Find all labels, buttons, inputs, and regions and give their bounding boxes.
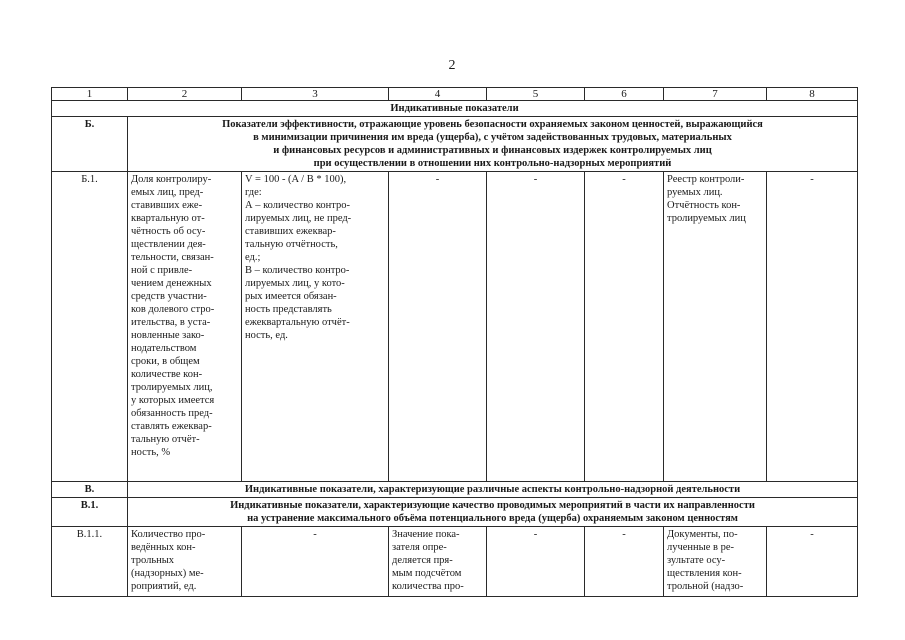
text-line: ед.;: [245, 252, 261, 263]
text-line: Значение пока-: [392, 529, 460, 540]
text-line: зультате осу-: [667, 555, 726, 566]
cell-col6: -: [585, 527, 664, 597]
text-line: ной с привле-: [131, 265, 193, 276]
cell-col5: -: [487, 172, 585, 482]
text-line: руемых лиц.: [667, 187, 723, 198]
text-line: А – количество контро-: [245, 200, 350, 211]
section-v1-row: [52, 498, 858, 527]
text-line: Документы, по-: [667, 529, 738, 540]
section-b-row: [52, 117, 858, 172]
cell-col5: -: [487, 527, 585, 597]
text-line: ительства, в уста-: [131, 317, 211, 328]
section-title-row: [52, 101, 858, 117]
section-code: В.1.: [52, 498, 128, 527]
text-line: новленные зако-: [131, 330, 205, 341]
text-line: рых имеется обязан-: [245, 291, 337, 302]
text-line: чётность об осу-: [131, 226, 206, 237]
indicator-code: Б.1.: [52, 172, 128, 482]
text-line: Доля контролиру-: [131, 174, 212, 185]
text-line: лируемых лиц, у кото-: [245, 278, 345, 289]
indicator-row-b1: [52, 172, 858, 482]
section-heading: Индикативные показатели, характеризующие различные аспекты контрольно-надзорной деятельности: [128, 482, 858, 498]
indicator-source: [664, 172, 767, 482]
text-line: (надзорных) ме-: [131, 568, 204, 579]
page-number: 2: [448, 58, 456, 73]
text-line: роприятий, ед.: [131, 581, 197, 592]
heading-line: Индикативные показатели, характеризующие качество проводимых мероприятий в части их направленности: [230, 500, 755, 511]
text-line: деляется пря-: [392, 555, 453, 566]
text-line: V = 100 - (A / B * 100),: [245, 174, 347, 185]
text-line: трольных: [131, 555, 175, 566]
indicator-source: [664, 527, 767, 597]
text-line: ность, %: [131, 447, 171, 458]
cell-col8: -: [767, 527, 858, 597]
text-line: Отчётность кон-: [667, 200, 741, 211]
text-line: тролируемых лиц: [667, 213, 746, 224]
heading-line: и финансовых ресурсов и административных и финансовых издержек контролируемых лиц: [273, 145, 712, 156]
indicators-table: [51, 87, 858, 597]
text-line: ность представлять: [245, 304, 332, 315]
text-line: лируемых лиц, не пред-: [245, 213, 352, 224]
text-line: лученные в ре-: [667, 542, 734, 553]
section-title: Индикативные показатели: [52, 101, 858, 117]
text-line: тролируемых лиц,: [131, 382, 213, 393]
text-line: Реестр контроли-: [667, 174, 745, 185]
heading-line: при осуществлении в отношении них контрольно-надзорных мероприятий: [313, 158, 672, 169]
column-number: 2: [128, 88, 242, 101]
text-line: чением денежных: [131, 278, 212, 289]
section-heading: [128, 117, 858, 172]
text-line: трольной (надзо-: [667, 581, 744, 592]
column-number: 4: [389, 88, 487, 101]
indicator-name: [128, 527, 242, 597]
text-line: Количество про-: [131, 529, 206, 540]
text-line: количества про-: [392, 581, 464, 592]
heading-line: на устранение максимального объёма потенциального вреда (ущерба) охраняемым законом ценностям: [247, 513, 738, 524]
section-heading: [128, 498, 858, 527]
text-line: средств участни-: [131, 291, 207, 302]
text-line: ществлении дея-: [131, 239, 206, 250]
text-line: зателя опре-: [392, 542, 447, 553]
indicator-code: В.1.1.: [52, 527, 128, 597]
section-code: В.: [52, 482, 128, 498]
column-number: 8: [767, 88, 858, 101]
text-line: мым подсчётом: [392, 568, 462, 579]
text-line: тальную отчётность,: [245, 239, 338, 250]
indicator-name: [128, 172, 242, 482]
column-number: 5: [487, 88, 585, 101]
column-number-row: [52, 88, 858, 101]
text-line: у которых имеется: [131, 395, 215, 406]
text-line: количестве кон-: [131, 369, 203, 380]
text-line: нодательством: [131, 343, 197, 354]
section-v-row: [52, 482, 858, 498]
indicator-method: [389, 527, 487, 597]
heading-line: в минимизации причинения им вреда (ущерба), с учётом задействованных трудовых, материальных: [253, 132, 732, 143]
cell-col6: -: [585, 172, 664, 482]
text-line: обязанность пред-: [131, 408, 213, 419]
text-line: сроки, в общем: [131, 356, 200, 367]
cell-col8: -: [767, 172, 858, 482]
indicator-row-v11: [52, 527, 858, 597]
text-line: ставлять ежеквар-: [131, 421, 212, 432]
indicator-formula: [242, 172, 389, 482]
column-number: 7: [664, 88, 767, 101]
text-line: ществления кон-: [667, 568, 742, 579]
heading-line: Показатели эффективности, отражающие уровень безопасности охраняемых законом ценностей, выражающийся: [222, 119, 763, 130]
text-line: ность, ед.: [245, 330, 288, 341]
text-line: ведённых кон-: [131, 542, 196, 553]
cell-col4: -: [389, 172, 487, 482]
column-number: 1: [52, 88, 128, 101]
text-line: ков долевого стро-: [131, 304, 215, 315]
column-number: 6: [585, 88, 664, 101]
text-line: ставивших ежеквар-: [245, 226, 336, 237]
text-line: ежеквартальную отчёт-: [245, 317, 350, 328]
text-line: тальную отчёт-: [131, 434, 200, 445]
text-line: емых лиц, пред-: [131, 187, 204, 198]
section-code: Б.: [52, 117, 128, 172]
text-line: где:: [245, 187, 262, 198]
cell-col3: -: [242, 527, 389, 597]
text-line: тельности, связан-: [131, 252, 214, 263]
text-line: ставивших еже-: [131, 200, 203, 211]
text-line: квартальную от-: [131, 213, 205, 224]
text-line: В – количество контро-: [245, 265, 350, 276]
column-number: 3: [242, 88, 389, 101]
